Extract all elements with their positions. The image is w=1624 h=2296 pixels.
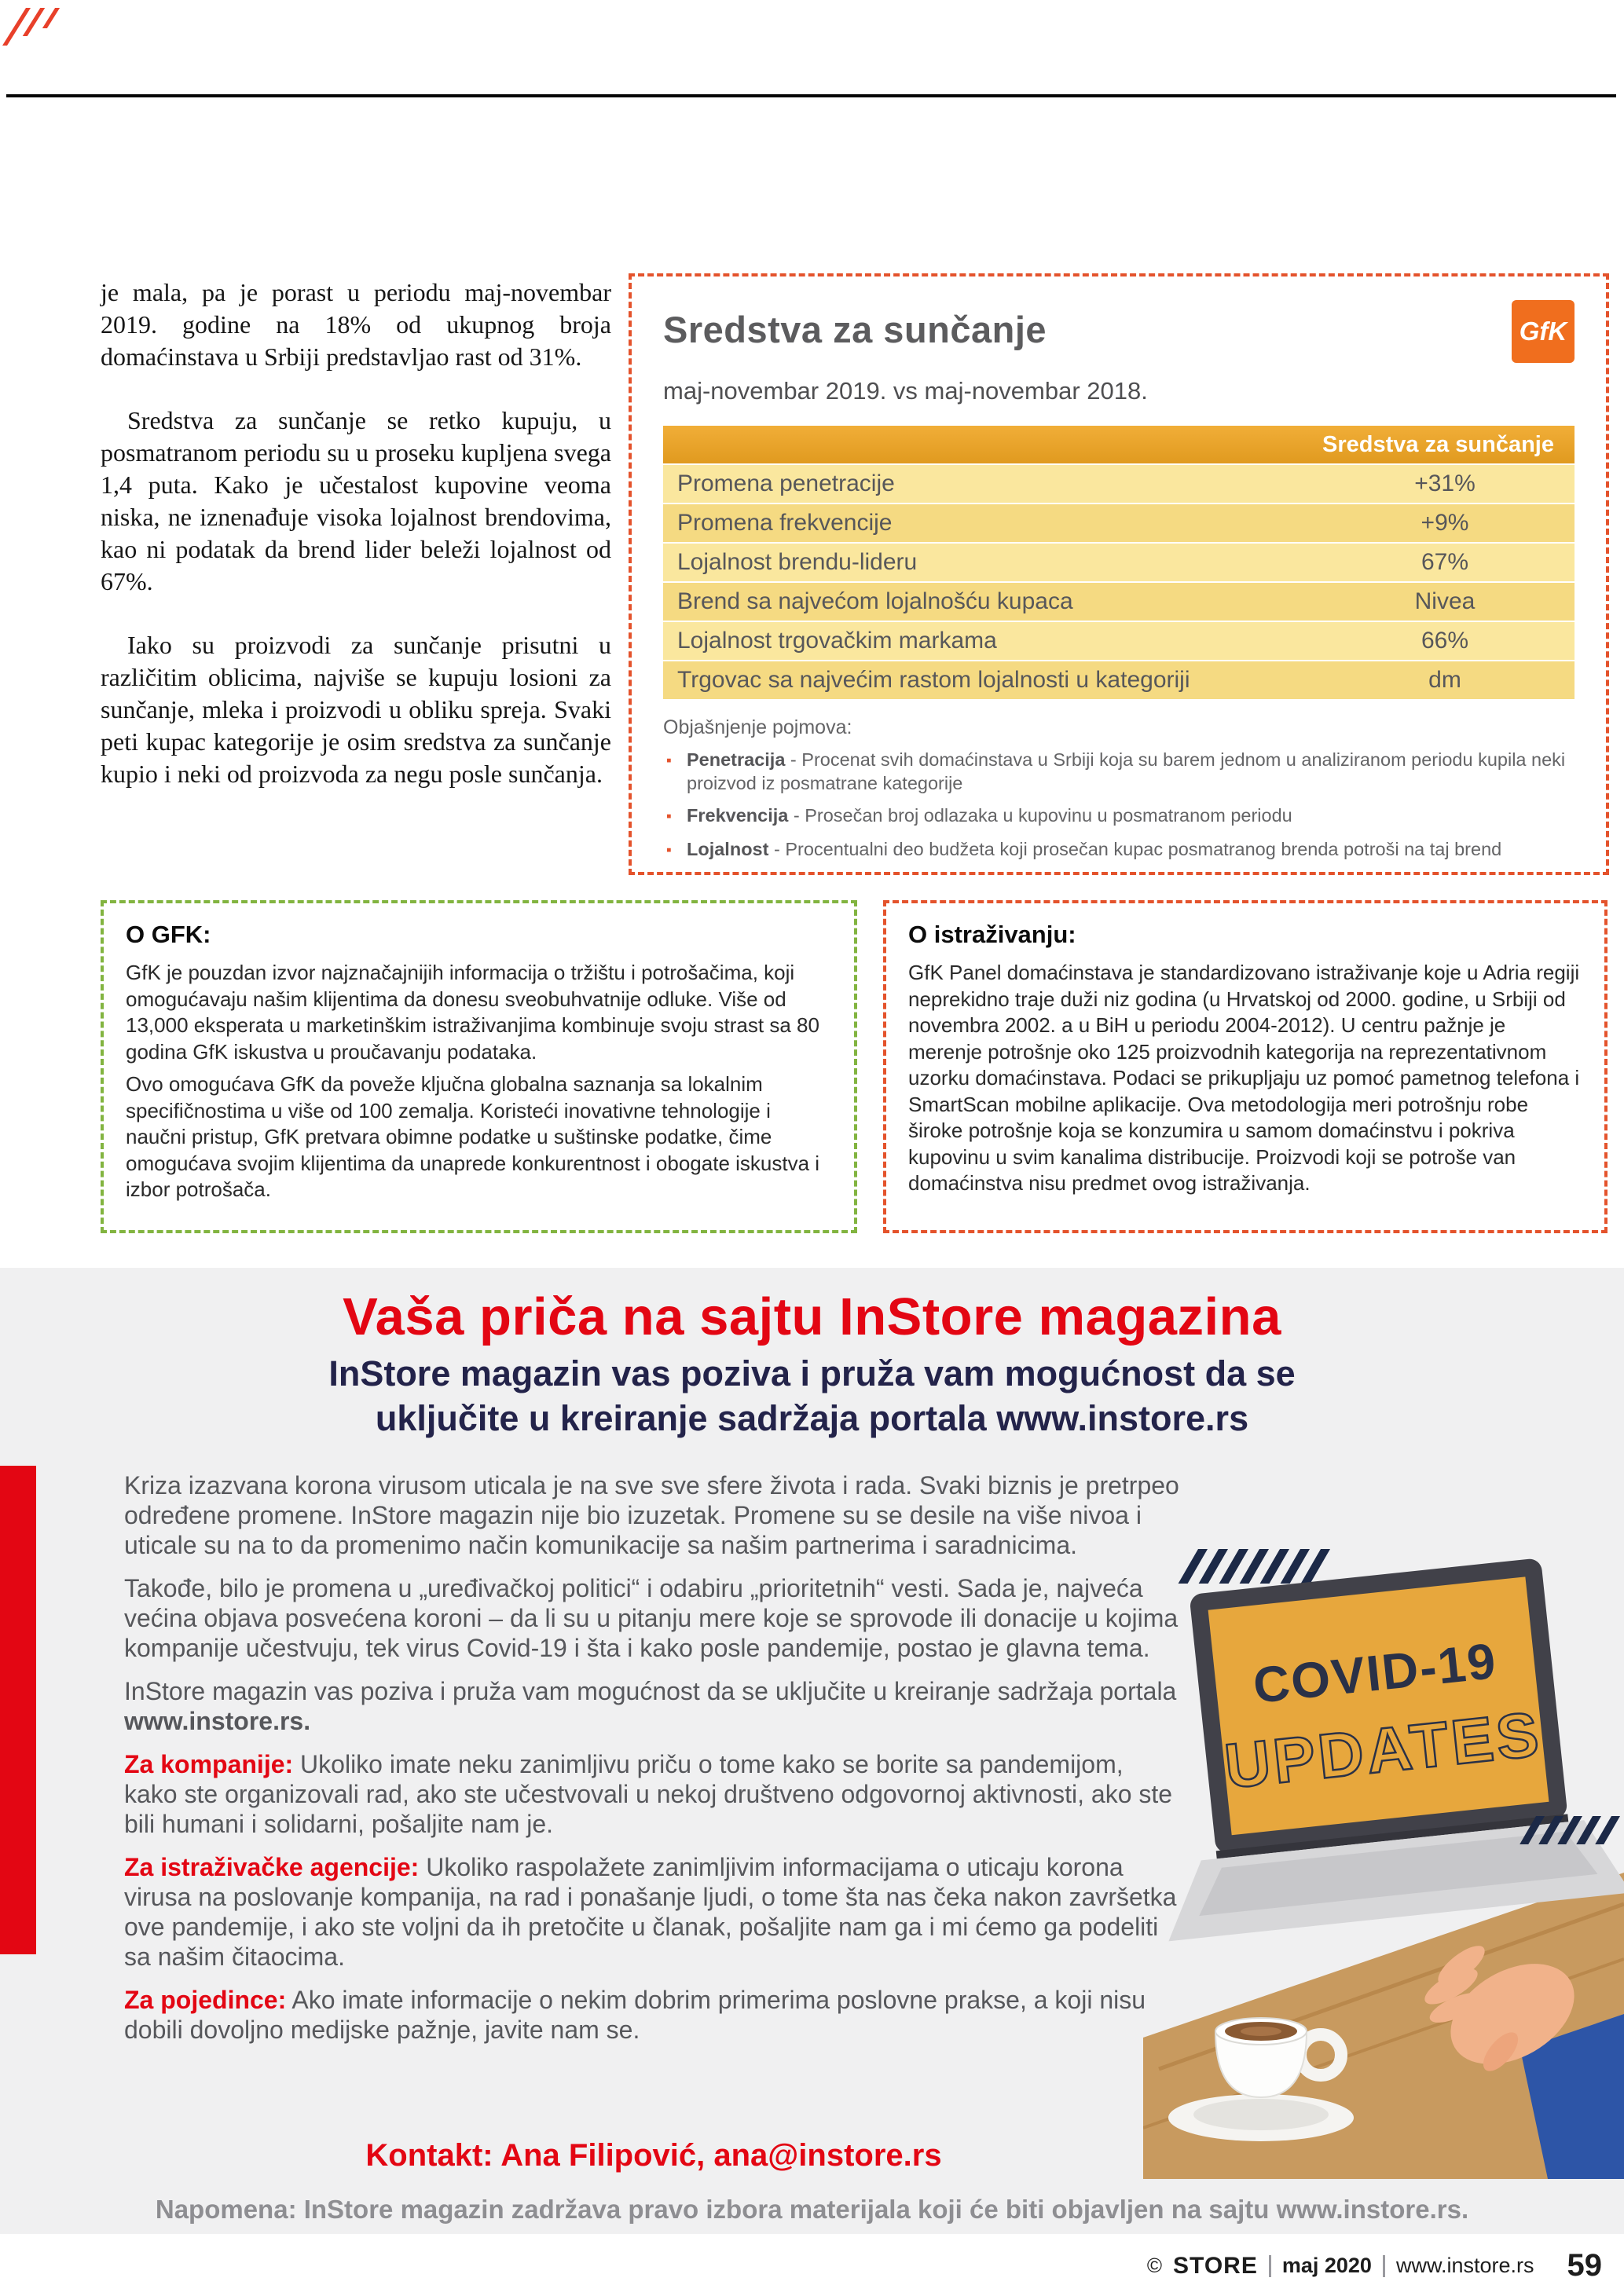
article-text-column xyxy=(101,276,611,822)
note-text xyxy=(687,837,1501,862)
row-value: 67% xyxy=(1421,549,1469,575)
footer-site-url: www.instore.rs xyxy=(1395,2254,1534,2277)
chart-notes xyxy=(663,716,1575,862)
gfk-logo xyxy=(1512,300,1575,363)
print-mark xyxy=(42,8,60,28)
top-divider-rule xyxy=(6,94,1616,97)
box-heading: O istraživanju: xyxy=(908,921,1076,948)
note-definition: - Procentualni deo budžeta koji prosečan kupac posmatranog brenda potroši na taj brend xyxy=(768,839,1502,859)
paragraph-label: Za istraživačke agencije: xyxy=(124,1853,420,1881)
footer-date: maj 2020 xyxy=(1281,2254,1372,2277)
table-row xyxy=(663,583,1575,621)
footer-separator xyxy=(1383,2255,1385,2277)
article-paragraph: Sredstva za sunčanje se retko kupuju, u posmatranom periodu su u proseku kupljena svega 1,4 puta. Kako je učestalost kupovine veoma niska, ne iznenađuje visoka lojalnost brendovima, kao ni podatak da brend lider beleži lojalnost od 67%. xyxy=(101,406,611,595)
promo-paragraph xyxy=(124,1470,1183,1560)
promo-paragraph xyxy=(124,1749,1183,1839)
note-item xyxy=(663,837,1575,862)
row-value: 66% xyxy=(1421,628,1469,654)
paragraph-text: Ako imate informacije o nekim dobrim primerima poslovne prakse, a koji nisu dobili dovoljno medijske pažnje, javite nam se. xyxy=(124,1986,1146,2044)
box-paragraph: GfK Panel domaćinstava je standardizovano istraživanje koje u Adria regiji neprekidno traje duži niz godina (u Hrvatskoj od 2000. godine, u Srbiji od novembra 2002. a u BiH u periodu 2004-2012). U centru pažnje je merenje potrošnje oko 125 proizvodnih kategorija na reprezentativnom uzorku domaćinstava. Podaci se prikupljaju uz pomoć pametnog telefona i SmartScan mobilne aplikacije. Ova metodologija meri potrošnju robe široke potrošnje koja se konzumira u samom domaćinstvu i pokriva kupovinu u svim kanalima distribucije. Proizvodi koji se potroše van domaćinstva nisu predmet ovog istraživanja. xyxy=(908,961,1580,1195)
box-paragraph: GfK je pouzdan izvor najznačajnijih informacija o tržištu i potrošačima, koji omogućavaju našim klijentima da donesu sveobuhvatnije odluke. Više od 13,000 eksperata u marketinškim istraživanjima kombinuje svoju strast sa 80 godina GfK iskustva u proučavanju podataka. xyxy=(126,961,819,1064)
laptop-screen-title: COVID-19 xyxy=(1250,1631,1500,1715)
promo-subtitle xyxy=(0,1351,1624,1441)
table-row xyxy=(663,465,1575,503)
footer-separator xyxy=(1269,2255,1271,2277)
table-row xyxy=(663,622,1575,660)
paragraph-label: Za pojedince: xyxy=(124,1986,287,2014)
table-row xyxy=(663,661,1575,699)
note-item xyxy=(663,804,1575,829)
promo-paragraph xyxy=(124,1573,1183,1663)
table-row xyxy=(663,544,1575,581)
notes-title: Objašnjenje pojmova: xyxy=(663,716,852,738)
article-paragraph: je mala, pa je porast u periodu maj-novembar 2019. godine na 18% od ukupnog broja domaćinstava u Srbiji predstavljao rast od 31%. xyxy=(101,278,611,371)
row-value: dm xyxy=(1428,667,1461,693)
promo-subtitle-line: uključite u kreiranje sadržaja portala www.instore.rs xyxy=(375,1398,1249,1438)
paragraph-text: InStore magazin vas poziva i pruža vam mogućnost da se uključite u kreiranje sadržaja portala xyxy=(124,1677,1177,1705)
about-gfk-box xyxy=(101,900,857,1233)
table-column-header: Sredstva za sunčanje xyxy=(663,426,1575,463)
laptop-screen-subtitle: UPDATES xyxy=(1221,1698,1545,1802)
note-definition: - Prosečan broj odlazaka u kupovinu u posmatranom periodu xyxy=(788,805,1292,826)
promo-subtitle-line: InStore magazin vas poziva i pruža vam mogućnost da se xyxy=(328,1353,1296,1393)
row-value: Nivea xyxy=(1414,588,1476,614)
note-term: Penetracija xyxy=(687,749,786,770)
note-text xyxy=(687,748,1575,795)
note-text xyxy=(687,804,1292,829)
laptop xyxy=(1143,1552,1624,1941)
article-paragraph: Iako su proizvodi za sunčanje prisutni u različitim oblicima, najviše se kupuju losioni za sunčanje, mleka i proizvodi u obliku spreja. Svaki peti kupac kategorije je osim sredstva za sunčanje kupio i neki od proizvoda za negu posle sunčanja. xyxy=(101,631,611,788)
table-row xyxy=(663,504,1575,542)
gfk-chart-panel xyxy=(629,273,1609,875)
print-registration-marks xyxy=(14,8,53,46)
row-label: Promena frekvencije xyxy=(677,510,893,536)
promo-paragraph xyxy=(124,1852,1183,1972)
gfk-logo-text: GfK xyxy=(1519,317,1567,346)
paragraph-text: Ukoliko imate neku zanimljivu priču o tome kako se borite sa pandemijom, kako ste organizovali rad, ako ste učestvovali u nekoj društveno odgovornoj aktivnosti, ako ste bili humani i solidarni, pošaljite nam je. xyxy=(124,1750,1173,1838)
promo-body-text xyxy=(124,1470,1183,2058)
box-paragraph: Ovo omogućava GfK da poveže ključna globalna saznanja sa lokalnim specifičnostima u više od 100 zemalja. Koristeći inovativne tehnologije i naučni pristup, GfK pretvara obimne podatke u suštinske podatke, čime omogućava svojim klijentima da unaprede konkurentnost i obogate iskustva i izbor potrošača. xyxy=(126,1072,820,1201)
note-term: Frekvencija xyxy=(687,805,789,826)
promo-section xyxy=(0,1268,1624,2234)
promo-headline: Vaša priča na sajtu InStore magazina xyxy=(343,1287,1281,1346)
paragraph-bold: www.instore.rs. xyxy=(124,1707,311,1735)
paragraph-text: Takođe, bilo je promena u „uređivačkoj politici“ i odabiru „prioritetnih“ vesti. Sada je, najveća većina objava posvećena koroni – da li su u pitanju mere koje se sprovode ili donacije u kojima kompanije učestvuju, tek virus Covid-19 i šta i kako posle pandemije, postao je glavna tema. xyxy=(124,1574,1179,1662)
row-label: Lojalnost trgovačkim markama xyxy=(677,628,997,654)
promo-paragraph xyxy=(124,1985,1183,2045)
copyright-icon: © xyxy=(1146,2254,1163,2277)
bullet-icon: ▪ xyxy=(666,842,672,859)
row-label: Trgovac sa najvećim rastom lojalnosti u kategoriji xyxy=(677,667,1190,693)
footer-brand: STORE xyxy=(1173,2252,1258,2279)
disclaimer-note: Napomena: InStore magazin zadržava pravo izbora materijala koji će biti objavljen na sajtu www.instore.rs. xyxy=(155,2195,1469,2224)
note-item xyxy=(663,748,1575,795)
row-label: Brend sa najvećom lojalnošću kupaca xyxy=(677,588,1073,614)
covid-laptop-illustration xyxy=(1143,1527,1624,2179)
bullet-icon: ▪ xyxy=(666,753,672,769)
paragraph-text: Ukoliko raspolažete zanimljivim informacijama o uticaju korona virusa na poslovanje kompanija, na rad i ponašanje ljudi, o tome šta nas čeka nakon završetka ove pandemije, i ako ste voljni da ih pretočite u članak, pošaljite nam ga i mi ćemo ga podeliti sa našim čitaocima. xyxy=(124,1853,1177,1971)
contact-line: Kontakt: Ana Filipović, ana@instore.rs xyxy=(365,2138,942,2173)
promo-paragraph xyxy=(124,1676,1183,1736)
about-research-box xyxy=(883,900,1608,1233)
print-mark xyxy=(2,8,31,46)
bullet-icon: ▪ xyxy=(666,808,672,825)
chart-title: Sredstva za sunčanje xyxy=(663,309,1047,350)
hash-marks xyxy=(1179,1549,1330,1584)
paragraph-text: Kriza izazvana korona virusom uticala je na sve sve sfere života i rada. Svaki biznis je pretrpeo određene promene. InStore magazin nije bio izuzetak. Promene su se desile na više nivoa i uticale su na to da promenimo način komunikacije sa našim partnerima i saradnicima. xyxy=(124,1471,1179,1559)
row-label: Lojalnost brendu-lideru xyxy=(677,549,918,575)
red-accent-bar xyxy=(0,1466,36,1954)
row-value: +9% xyxy=(1421,510,1469,536)
chart-subtitle: maj-novembar 2019. vs maj-novembar 2018. xyxy=(663,377,1148,405)
page-footer xyxy=(0,2248,1624,2283)
page-number: 59 xyxy=(1567,2248,1602,2283)
note-term: Lojalnost xyxy=(687,839,769,859)
chart-header xyxy=(663,300,1575,363)
metrics-table xyxy=(663,426,1575,699)
row-value: +31% xyxy=(1414,471,1476,496)
row-label: Promena penetracije xyxy=(677,471,895,496)
paragraph-label: Za kompanije: xyxy=(124,1750,294,1778)
note-definition: - Procenat svih domaćinstava u Srbiji koja su barem jednom u analiziranom periodu kupila neki proizvod iz posmatrane kategorije xyxy=(687,749,1566,793)
box-heading: O GFK: xyxy=(126,921,211,948)
